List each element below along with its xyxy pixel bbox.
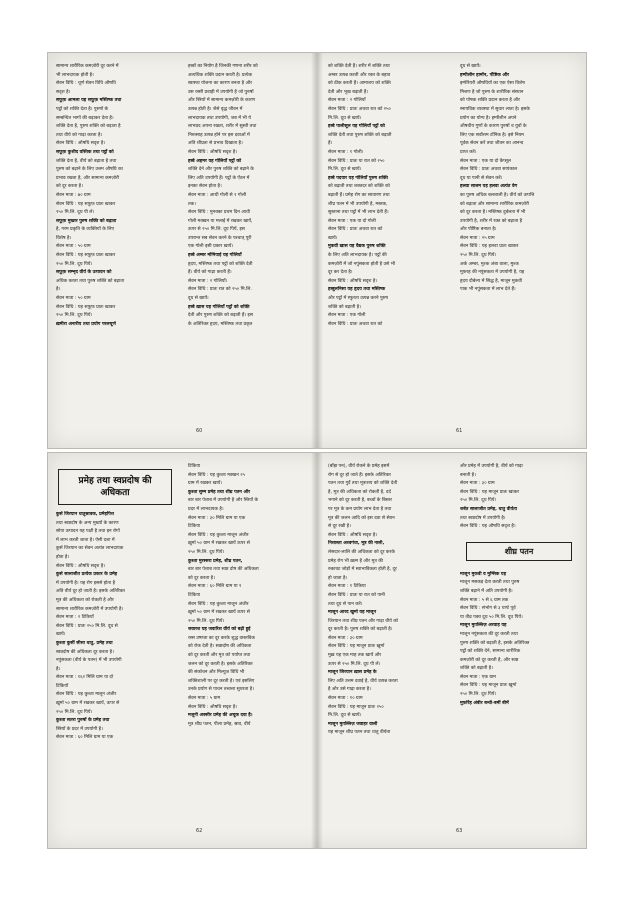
text-line: सेवन विधि : प्रातः अथवा सायंकाल	[460, 167, 518, 173]
text-line: सेवन विधि : यह हलवा प्रातः खाकर	[460, 244, 519, 250]
text-line: और पट्ठों में स्फुरता उत्पन्न करने पुरुष	[328, 296, 388, 302]
text-line: शक्ति बढ़ाने में अति उपयोगी है।	[460, 588, 513, 594]
text-line: सेवन विधि : यह कुश्ता माजून अंजीर	[188, 532, 249, 538]
text-column	[188, 463, 306, 820]
text-line: को दूर करता है। मस्तिष्क दुर्बलता में भी	[460, 210, 526, 216]
text-line: सेवन विधि : यह कुश्ता मक्खन २५	[188, 472, 245, 478]
entry-title-line: मुकवी ख़ास यह वैद्यक पुरुष शक्ति	[328, 244, 386, 250]
text-line: दूध से खायें।	[188, 296, 209, 302]
text-line: २५० मि.लि. दूध पियें।	[460, 692, 497, 698]
text-column	[56, 63, 174, 420]
page-number: 62	[196, 828, 203, 834]
text-line: प्रदर में लाभदायक है।	[188, 506, 224, 512]
entry-title-line: कुश्ता मुरस्सरा प्रमेह, शीघ्र पतन,	[188, 558, 243, 564]
text-line: ऊपर से २५० मि.लि. दूध पियें, इस	[188, 227, 245, 233]
text-line: तथा स्वप्नदोष में उपयोगी है।	[460, 515, 506, 521]
text-line: सेवन मात्रा : एक या दो गोली	[328, 218, 376, 224]
text-line: में उपयोगी है। यह रोग इससे होता है	[56, 580, 116, 586]
text-line: सेवन मात्रा : १ गोली।	[328, 149, 364, 155]
entry-title-line: हब्बे अहमर यह गोलियाँ पट्ठों को	[188, 158, 242, 164]
entry-title-line: माजून मुकवी व मुम्सिक यह	[460, 571, 507, 577]
text-line: का पुरुष अधिक बलशाली है। वीर्य को उत्पत्ति	[460, 192, 535, 198]
entry-title-line: मुफ़र्रिह अंबीर बन्धी-बर्मी बीमें	[460, 700, 509, 706]
text-line: इनका सेवन होता है।	[188, 184, 222, 190]
text-line: हृदय, मस्तिष्क तथा पट्ठों को शक्ति देती	[188, 261, 253, 267]
text-line: सामान्य शारीरिक कमज़ोरी दूर करने में	[56, 64, 119, 69]
book-spine	[311, 53, 323, 448]
text-line: २५० मि.लि. दूध पियें।	[188, 549, 225, 555]
text-line: सेवन विधि : संभोग से ३ घण्टे पूर्व	[460, 606, 516, 612]
text-line: सेवन मात्रा : ५ से ६ ग्राम तक	[460, 597, 509, 603]
text-line: सेवन विधि : चूर्ण सेवन विधि औषधि	[56, 81, 116, 87]
text-line: शक्ति देने और पुरुष शक्ति को बढ़ाने के	[188, 167, 254, 173]
page-62	[56, 463, 308, 838]
book-spread-bottom	[47, 452, 587, 849]
text-line: मि.लि. दूध से खायें।	[328, 115, 362, 121]
text-line: है और उसे गाढ़ा करता है।	[328, 687, 371, 693]
text-line: सेवन विधि : प्रातः अथवा रात को २५०	[328, 106, 391, 112]
text-line: खायें।	[328, 235, 338, 241]
section-heading: प्रमेह तथा स्वप्नदोष की अधिकता	[58, 469, 172, 505]
text-line: सेवन विधि : यह औषधि सदृश है।	[460, 524, 516, 530]
text-line: सेवन मात्रा : २५ ग्राम	[460, 235, 495, 241]
text-line: सेवन मात्रा : एक ग्राम	[460, 674, 496, 680]
page-number: 63	[456, 828, 463, 834]
text-line: सेवन विधि : औषधि सदृश है।	[56, 141, 106, 147]
text-line: देती और पुरुष शक्ति को बढ़ाती हैं। इस	[188, 313, 253, 319]
text-line: देती और भूख बढ़ाती हैं।	[328, 89, 369, 95]
text-line: लिए एक सर्वोत्तम टॉनिक है। इसे नियम	[460, 132, 524, 138]
text-line: अर्क अम्बर, मुश्क अंबा वाला, मुश्क	[460, 261, 519, 267]
text-line: स्वप्नदोष की अधिकता दूर करता है।	[56, 649, 114, 655]
text-line: सुस्ताना तथा पट्ठों में भी लाभ देती हैं।	[328, 210, 389, 216]
text-line: है, गरम प्रकृति के व्यक्तियों के लिए	[56, 227, 115, 233]
text-line: ग्राम में रखकर खायें।	[188, 481, 223, 487]
text-line: को बढ़ाता और सामान्य शारीरिक कमज़ोरी	[460, 201, 529, 207]
entry-title-line: मजूनी अक्सीर प्रमेह की अचूक दवा है।	[188, 713, 253, 719]
text-line: अम्बर उत्पन्न करती और रक्त के बहाव	[328, 72, 391, 78]
text-line: शक्तिशाली पर दूर करती है। एवं इसलिए	[188, 678, 255, 684]
text-line: शक्ति देता है, वीर्य को बढ़ाता है तथा	[56, 158, 117, 164]
text-column	[188, 63, 306, 420]
entry-title-line: हब्बे ख़ास यह गोलियाँ पट्ठों को शक्ति	[188, 304, 250, 310]
text-line: सेवन विधि : मुनक्का प्रथम दिन आधी	[188, 210, 250, 216]
text-line: सेवन मात्रा : आधी गोली से १ गोली	[188, 192, 247, 198]
text-line: टिकिया	[188, 464, 201, 469]
text-line: अति शीघ्रता से प्रभाव दिखाता है।	[188, 141, 243, 147]
text-line: यह माजून शीघ्र पतन तथा धातु वीर्यता	[328, 730, 391, 736]
text-line: २५० मि.लि. दूध पियें।	[56, 313, 93, 319]
text-line: पतन तथा गुर्दे तथा मूत्राशय को शक्ति देती	[328, 481, 398, 487]
text-line: हृदय दौर्बल्य में सिद्ध है, माजून मुकवी	[460, 278, 522, 284]
entry-title-line: हलवा सालम यह हलवा अत्यंत वेग	[460, 184, 518, 190]
text-line: खायें।	[56, 632, 66, 638]
text-line: भी लाभदायक होती है।	[56, 72, 94, 78]
text-line: ऊपर से २५० मि.लि. दूध पी लें।	[328, 661, 381, 667]
text-line: जिरयान तथा शीघ्र पतन और गाढ़ा वीर्य को	[328, 618, 398, 624]
text-line: मि.लि. दूध से खायें।	[328, 167, 362, 173]
entry-title-line: ख़मीरा अनारीय तथा प्रयोग परलचूर्ण	[56, 321, 116, 327]
text-line: सेवन विधि : औषधि सदृश है।	[328, 278, 378, 284]
entry-title-line: हम्पीलीन हार्मोन, पौष्टिक और	[460, 72, 509, 78]
page-number: 60	[196, 428, 203, 434]
entry-title-line: हब्बे अम्बर मोमियाई यह गोलियाँ	[188, 253, 242, 259]
text-line: सेवन मात्रा : ६० मिलि ग्राम या एक	[56, 735, 114, 741]
entry-title-line: माजून मुग़ल्लिज़ जवाहर वाली	[328, 721, 378, 727]
text-line: मूत्र शीघ्र पतन, पीला प्रमेह, स्राव, वीर्य	[188, 721, 251, 727]
text-line: अति वीर्य दूर हो जाती है। इसके अतिरिक्त	[56, 589, 125, 595]
text-line: से दूर रखी है।	[328, 524, 351, 530]
text-line: दूर करती है। पुरुष शक्ति को बढ़ाती है।	[328, 627, 393, 633]
text-line: तथा वीर्य को गाढ़ा करता है।	[56, 132, 103, 138]
entry-title-line: हब्बुलनिसा यह हृदय तथा मस्तिष्क	[328, 287, 386, 293]
text-line: इम्पेरियरी औषधियों का एक ऐसा विशेष	[460, 81, 525, 87]
text-line: सेवन विधि : औषधि सदृश है।	[188, 149, 238, 155]
text-line: माजून मसकड़ देता करती तथा पुरुष	[460, 580, 520, 586]
text-line: तथा दूध से पान करें।	[328, 601, 363, 607]
text-line: कमज़ोरी में जो नपुंसकता होती है उसे भी	[328, 261, 396, 267]
entry-title-line: कुश्ता कुर्सी सीसा धातु, प्रमेह तथा	[56, 640, 113, 646]
text-line: की संकोचन और मिल्युज विधि भी	[188, 670, 245, 676]
text-line: है, मूत्र की अधिकता को रोकती है, दर्द	[328, 489, 391, 495]
text-line: को ठीक करती हैं। आमाशय को शक्ति	[328, 81, 391, 87]
text-line: प्रमेह रोग भी ख़त्म है और मूत्र की	[328, 558, 383, 564]
text-line: सेवन मात्रा : १० ग्राम	[328, 696, 363, 702]
entry-title-line: कुश्ता सतरा पुरुषों के प्रमेह तथा	[56, 718, 110, 724]
text-line: सेवन मात्रा : ३० मिलि ग्राम या एक	[188, 515, 246, 521]
text-line: बार बार पेशाब में उपयोगी है और स्त्रियों के	[188, 498, 259, 504]
text-line: एक गोली इसी प्रकार खायें।	[188, 244, 234, 250]
text-line: के अतिरिक्त हृदय, मस्तिष्क तथा प्रकृत	[188, 321, 253, 327]
text-line: लेसदार-लालि की अधिकता को दूर करके	[328, 549, 395, 555]
text-line: सेवन विधि : यह सफ़ूफ़ प्रातः खाकर	[56, 201, 116, 207]
text-line: सेवन विधि : प्रातः रात को २५० मि.लि.	[188, 287, 252, 293]
text-line: पुरुष शक्ति को बढ़ाती है, इसके अतिरिक्त	[460, 640, 530, 646]
text-line: सेवन विधि : प्रातः २५० मि.लि. दूध से	[56, 623, 118, 629]
text-line: ख़ुर्मा ५० ग्राम में रखकर खायें ऊपर से	[188, 610, 250, 616]
text-line: उत्पन्न होती है। जैसे वृद्ध जीवन में	[188, 106, 243, 112]
text-line: या तीव्र पक्व दूध ५० मि.लि. दूध पियें।	[460, 614, 523, 620]
text-line: २५० मि.लि. दूध पियें।	[460, 498, 497, 504]
text-line: में लाभ करती जाता है। ऐसी दशा में	[56, 537, 115, 543]
text-line: उपरान्त सब सेवन करने के पश्चात् पूरी	[188, 235, 252, 241]
text-line: जलन को दूर करती है। इसके अतिरिक्त	[188, 661, 253, 667]
text-line: शीघ्र पतन में भी उपयोगी है, मस्तक,	[328, 201, 388, 207]
text-line: सेवन विधि : औषधि सदृश है।	[56, 563, 106, 569]
text-line: सेवन विधि : प्रातः या रात को २५०	[328, 158, 385, 164]
text-line: २५० मि.लि. दूध पियें।	[56, 261, 93, 267]
text-line: सेवन मात्रा : ५० ग्राम	[56, 244, 91, 250]
text-line: सेवन विधि : यह माजून प्रातः २५०	[328, 704, 384, 710]
text-line: सेवन विधि : यह माजून प्रातः ख़ुर्मा	[328, 644, 385, 650]
text-line: कुर्स जिरयान का सेवन अत्यंत लाभदायक	[56, 546, 124, 552]
text-line: सेवन मात्रा : ५ ग्राम	[188, 696, 221, 702]
text-column	[460, 463, 578, 820]
text-line: मि.लि. दूध से खायें।	[328, 713, 362, 719]
text-line: शक्ति को बढ़ाती है।	[460, 666, 493, 672]
text-line: लाभदायक तथा उपयोगी, जब में भी ये	[188, 115, 251, 121]
entry-title-line: सफ़ूफ़ सम्भृद वीर्य के उत्पादन को	[56, 270, 112, 276]
text-line: सेवन विधि : औषधि सदृश है।	[188, 704, 238, 710]
entry-title-line: हब्बे पालीसूल यह गोलियाँ पट्ठों को	[328, 124, 385, 130]
text-line: उस रस्सी प्रवाही में उपयोगी है जो पुरुषों	[188, 89, 254, 95]
text-line: तक।	[188, 201, 196, 207]
text-line: सेवन मात्रा : ३० ग्राम	[460, 481, 495, 487]
text-line: नपुंसकता (वीर्य के पतन) में भी उपयोगी	[56, 658, 122, 664]
text-line: और प्रमेह में उपयोगी है, वीर्य को गाढ़ा	[460, 464, 523, 469]
text-line: (बाँझ पन), वीर्य रोकने के प्रमेह इसमें	[328, 464, 390, 469]
text-line: ख़ुर्मा ५० ग्राम में रखकर खायें ऊपर से	[188, 541, 250, 547]
text-line: सोया उत्पादन यह पक्षी है तथा इन रोगों	[56, 529, 120, 535]
text-line: अत्यधिक शक्ति प्रदान करती है। प्रत्येक	[188, 72, 253, 78]
text-line: मूत्र की अधिकता को रोकती है और	[56, 597, 114, 603]
text-line: सेवन मात्रा : २ गोलियाँ।	[188, 278, 228, 284]
text-line: हैं।	[328, 141, 333, 147]
entry-title-line: सफ़ूफ़ आमला यह सफ़ूफ़ मस्तिष्क तथा	[56, 98, 122, 104]
text-line: सेवन विधि : यह माजून प्रातः खाकर	[460, 489, 519, 495]
text-line: २५० मि.लि. दूध पियें।	[56, 709, 93, 715]
text-line: २५० मि.लि. दूध पियें।	[188, 618, 225, 624]
entry-title-line: हब्बे पदयार यह गोलियाँ पुरुष शक्ति	[328, 175, 388, 181]
text-column	[328, 463, 446, 820]
text-line: पट्ठों को शक्ति देने, सामान्य शारीरिक	[460, 649, 521, 655]
text-line: लिए अति उपयोगी हैं। पट्ठों के ऐंठन में	[188, 175, 250, 181]
text-line: को रोक देती है। स्वप्नदोष की अधिकता	[188, 644, 252, 650]
text-line: पूर्वक सेवन करें तथा जीवन का आनन्द	[460, 141, 524, 147]
text-line: बढ़ाती हैं। प्रमेह रोग का साधारण तथा	[328, 192, 390, 198]
text-line: दूध या पानी से सेवन करें।	[460, 175, 503, 181]
text-line: सेवन विधि : यह सफ़ूफ़ प्रातः खाकर	[56, 253, 116, 259]
entry-title-line: कुर्स जिरयान धातुस्रावक, प्रमेहपित्त	[56, 512, 114, 517]
text-line: टिकियाँ	[56, 683, 69, 689]
text-line: और पौष्टिक बनाता है।	[460, 227, 497, 233]
text-line: सेवन मात्रा : १ टिकिया	[328, 584, 366, 590]
page-60	[56, 63, 308, 438]
text-line: निरुत्साह उत्पन्न होने पर इस दवाओं में	[188, 132, 250, 138]
text-line: शक्ति को बढ़ाती है।	[328, 304, 361, 310]
text-line: सम्बन्धित भागों की बढ़ाकर देता है।	[56, 115, 114, 121]
text-line: मूत्र की जलन आदि को इस दवा से सेवन	[328, 515, 395, 521]
text-line: सेवन मात्रा : ६० मिलि ग्राम या १	[188, 584, 242, 590]
text-column	[328, 63, 446, 420]
text-line: सेवन विधि : यह कुश्ता माजून अंजीर	[188, 601, 249, 607]
text-line: होता है।	[56, 554, 70, 560]
page-63	[328, 463, 578, 838]
text-line: टिकिया	[188, 592, 201, 598]
text-line: उनके प्रयोग से पाचन तत्त्वत्ता सुधरता है।	[188, 687, 254, 693]
entry-title-line: माजून आरद खुर्मा यह माजून	[328, 610, 376, 616]
entry-title-line: माजून जिरयान ख़ास प्रमेह के	[328, 670, 377, 676]
section-heading: शीघ्र पतन	[466, 542, 572, 561]
text-line: दूध से खायें।	[460, 64, 481, 69]
text-line: सेवन मात्रा : एक या दो कैप्सूल	[460, 158, 511, 164]
text-line: हब्बों का नियोग है जिनकी गणना शरीर को	[188, 64, 258, 69]
text-column	[460, 63, 578, 420]
text-line: शक्ति देता है, पुरुष शक्ति को बढ़ाता है	[56, 124, 121, 130]
text-line: मुख़ यह एक माह तक खायें और	[328, 653, 382, 659]
text-line: सदृश है।	[56, 89, 71, 95]
text-line: रोग से दूर हो जाते हैं। इसके अतिरिक्त	[328, 472, 391, 478]
text-line: है।	[56, 666, 61, 672]
text-line: दूर कर देता है।	[328, 270, 353, 276]
text-line: औषधीय गुणों के कारण पुरुषों व युवों के	[460, 124, 527, 130]
book-spine	[311, 453, 323, 848]
book-spread-top	[47, 52, 587, 449]
text-line: सेवन मात्रा : ५० ग्राम	[56, 296, 91, 302]
text-line: टिकिया	[188, 524, 201, 530]
text-line: ख़ुर्मा ५० ग्राम में रखकर खायें, ऊपर से	[56, 701, 120, 707]
text-line: सेवन मात्रा : २ गोलियाँ	[328, 98, 366, 104]
text-line: माजून नपुंसकता की दूर करती तथा	[460, 631, 518, 637]
text-line: उपयोगी है, शरीर में रक्त को बढ़ाता है	[460, 218, 523, 224]
entry-title-line: सफ़ूफ़ मुख्तर पुरुष शक्ति को बढ़ाता	[56, 218, 117, 224]
text-line: को दूर करती और मूत्र को पर्याप्त तथा	[188, 653, 251, 659]
text-line: के लिए अति लाभदायक है। पट्ठों की	[328, 253, 387, 259]
text-line: सेवन मात्रा : एक गोली	[328, 313, 366, 319]
text-line: को दूर करता है।	[188, 575, 215, 581]
text-line: सेवन विधि : प्रातः अथवा रात को	[328, 227, 383, 233]
text-line: को शक्ति देती हैं। शरीर में शक्ति तथा	[328, 64, 390, 69]
text-line: मिश्रण है जो पुरुष के शारीरिक संस्थान	[460, 89, 524, 95]
text-line: अधिक करता तथा पुरुष शक्ति को बढ़ाता	[56, 278, 125, 284]
text-line: सेवन विधि : यह सफ़ूफ़ प्रातः खाकर	[56, 304, 116, 310]
text-line: सेवन विधि : प्रातः अथवा रात को	[328, 321, 383, 327]
text-line: स्वास्थ्य योजना का कारण बनता है और	[188, 81, 253, 87]
text-line: विशेष है।	[56, 235, 72, 241]
text-line: बार बार पेशाब तथा स्वप्न दोष की अधिकता	[188, 567, 259, 573]
text-line: सामान्य शारीरिक कमज़ोरी में उपयोगी है।	[56, 606, 124, 612]
entry-title-line: माजून मुग़ल्लिज़ अरवाह यह	[460, 623, 507, 629]
text-line: सेवन विधि : यह माजून प्रातः ख़ुर्मा	[460, 683, 517, 689]
text-line: रस्स उष्णता का दूर करके शुद्ध वास्तविक	[188, 635, 255, 641]
text-line: हैं। वीर्य को गाढ़ा करती हैं।	[188, 270, 232, 276]
text-line: पुरुष को बढ़ाने के लिए उत्तम औषधि का	[56, 167, 123, 173]
text-line: भगाने को दूर करती है, बच्चों के बिस्तर	[328, 498, 393, 504]
entry-title-line: कुश्ता सुम्म प्रमेह तथा शीघ्र पतन और	[188, 489, 251, 495]
text-line: और स्त्रियों में सामान्य कमज़ोरी के कारण	[188, 98, 256, 104]
text-line: सेवन मात्रा : २ टिकियाँ	[56, 615, 94, 621]
text-line: बनाती है।	[460, 472, 476, 478]
text-line: सेवन मात्रा : १६२ मिलि ग्राम या दो	[56, 675, 114, 681]
text-line: स्त्रियों के प्रदर में उपयोगी है।	[56, 726, 103, 732]
text-line: २५० मि.लि. दूध पियें।	[460, 253, 497, 259]
text-line: स्नायविक व्यवस्था में सुधार लाता है। इसके	[460, 106, 530, 112]
text-line: प्राप्त करें।	[460, 149, 477, 155]
text-line: मुफ़रह की नपुंसकता में उपयोगी है, यह	[460, 270, 525, 276]
text-line: लाभप्रद अपना रखता, शरीर में सुस्ती तथा	[188, 124, 257, 130]
text-line: कमज़ोरी को दूर करती है, और स्वप्न	[460, 657, 519, 663]
text-line: को पोषक शक्ति प्रदान करता है और	[460, 98, 520, 104]
text-line: है।	[56, 287, 61, 293]
text-line: सेवन मात्रा : ७० ग्राम	[56, 192, 91, 198]
text-line: पट्ठों को शक्ति देता है। पुरुषों के	[56, 106, 109, 112]
text-line: हो जाता है।	[328, 575, 348, 581]
text-line: पर मूत्र के कम प्रयोग लाभ देता है तथा	[328, 506, 392, 512]
text-line: प्रयोग का योग्य है। हम्पीलीन अपने	[460, 115, 517, 121]
entry-title-line: कुर्स सालाजीत प्रत्येक प्रकार के प्रमेह	[56, 572, 118, 578]
text-line: सेवन विधि : औषधि सदृश है।	[328, 532, 378, 538]
text-line: २५० मि.लि. दूध पी लें।	[56, 210, 95, 216]
entry-title-line: जवारश यह जवारिश वीर्य को बढ़ी हुई	[188, 627, 251, 633]
text-line: गोली मक्खन या मलाई में रखकर खायें,	[188, 218, 253, 224]
text-line: सेवन विधि : यह कुश्ता मालून अंजीर	[56, 692, 117, 698]
page-61	[328, 63, 578, 438]
text-line: तथा स्वप्नदोष के अन्य मुख्यों के कारण	[56, 520, 119, 526]
text-line: पाक भी नपुंसकता में लाभ देते हैं।	[460, 287, 516, 293]
text-line: को बढ़ाती तथा शक्तदर को शक्ति को	[328, 184, 390, 190]
text-line: शक्ति देती तथा पुरुष शक्ति को बढ़ाती	[328, 132, 392, 138]
text-line: सेवन विधि : प्रातः या रात को पानी	[328, 592, 385, 598]
text-line: सेवन मात्रा : ३० ग्राम	[328, 635, 363, 641]
text-column	[56, 463, 174, 820]
page-number: 61	[456, 428, 463, 434]
entry-title-line: निशास्ता अश्वगंधा, मूत्र की नाली,	[328, 541, 385, 547]
entry-title-line: शर्बत सालाजीत प्रमेह, धातु वीर्यता	[460, 506, 517, 512]
entry-title-line: सफ़ूफ़ कुशीद वस्तिक तथा पट्ठों को	[56, 149, 114, 155]
text-line: लिए अति उत्तम दवाई है, वीर्य उत्पन्न करता	[328, 678, 398, 684]
text-line: को दूर करता है।	[56, 184, 83, 190]
text-line: रुकावट जोड़ों में स्वाभाविकता होती है, दूर	[328, 567, 397, 573]
text-line: प्रभाव रखता है, और सामान्य कमज़ोरी	[56, 175, 120, 181]
